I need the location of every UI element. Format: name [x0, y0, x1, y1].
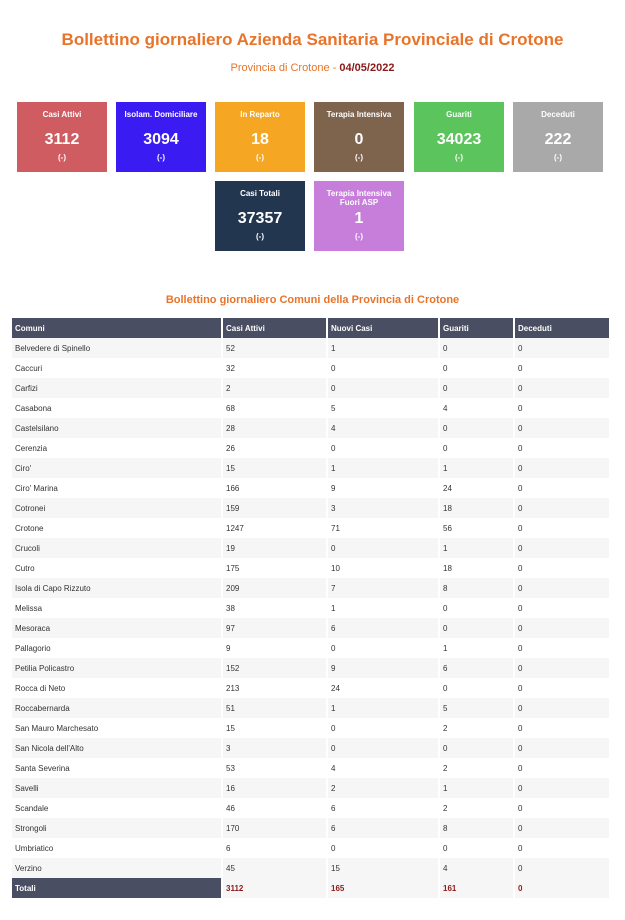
table-row	[12, 758, 610, 778]
cell-guariti: 0	[439, 438, 514, 458]
cell-casi-attivi: 68	[222, 398, 327, 418]
cell-nuovi-casi: 0	[327, 378, 439, 398]
card-label: Casi Attivi	[42, 110, 82, 119]
cell-guariti: 18	[439, 498, 514, 518]
card-value: 1	[354, 210, 364, 227]
cell-guariti: 1	[439, 538, 514, 558]
cell-guariti: 0	[439, 358, 514, 378]
cell-deceduti: 0	[514, 338, 610, 358]
cell-guariti: 4	[439, 398, 514, 418]
cell-nuovi-casi: 10	[327, 558, 439, 578]
cell-deceduti: 0	[514, 778, 610, 798]
cell-casi-attivi: 26	[222, 438, 327, 458]
totals-guariti: 161	[439, 878, 514, 898]
totals-nuovi-casi: 165	[327, 878, 439, 898]
table-row	[12, 778, 610, 798]
cell-casi-attivi: 159	[222, 498, 327, 518]
cell-deceduti: 0	[514, 758, 610, 778]
card-delta: (-)	[58, 153, 66, 162]
table-row	[12, 838, 610, 858]
card-delta: (-)	[355, 232, 363, 241]
card-delta: (-)	[455, 153, 463, 162]
table-row	[12, 798, 610, 818]
table-row	[12, 438, 610, 458]
cell-comune: Casabona	[12, 398, 222, 418]
table-row	[12, 378, 610, 398]
cell-casi-attivi: 15	[222, 458, 327, 478]
table-row	[12, 618, 610, 638]
cell-deceduti: 0	[514, 578, 610, 598]
cell-nuovi-casi: 1	[327, 698, 439, 718]
cell-nuovi-casi: 3	[327, 498, 439, 518]
cell-nuovi-casi: 5	[327, 398, 439, 418]
cell-comune: Santa Severina	[12, 758, 222, 778]
table-row	[12, 498, 610, 518]
cell-guariti: 4	[439, 858, 514, 878]
cell-casi-attivi: 213	[222, 678, 327, 698]
totals-label: Totali	[12, 878, 222, 898]
table-row	[12, 398, 610, 418]
table-row	[12, 578, 610, 598]
cell-deceduti: 0	[514, 438, 610, 458]
cell-deceduti: 0	[514, 678, 610, 698]
cell-deceduti: 0	[514, 638, 610, 658]
cell-casi-attivi: 28	[222, 418, 327, 438]
table-row	[12, 698, 610, 718]
table-row	[12, 658, 610, 678]
card-value: 18	[251, 131, 269, 148]
cell-nuovi-casi: 6	[327, 818, 439, 838]
cell-guariti: 8	[439, 818, 514, 838]
table-row	[12, 598, 610, 618]
cell-guariti: 0	[439, 738, 514, 758]
card-label: Casi Totali	[240, 189, 280, 198]
cell-nuovi-casi: 4	[327, 758, 439, 778]
cell-comune: Petilia Policastro	[12, 658, 222, 678]
cell-comune: Castelsilano	[12, 418, 222, 438]
cell-comune: Crotone	[12, 518, 222, 538]
cell-guariti: 2	[439, 758, 514, 778]
cell-comune: Melissa	[12, 598, 222, 618]
column-header-comuni: Comuni	[12, 318, 222, 338]
cell-nuovi-casi: 0	[327, 358, 439, 378]
cell-casi-attivi: 1247	[222, 518, 327, 538]
card-label: Terapia Intensiva Fuori ASP	[326, 189, 392, 207]
cell-comune: Roccabernarda	[12, 698, 222, 718]
column-header-guariti: Guariti	[439, 318, 514, 338]
cell-comune: Umbriatico	[12, 838, 222, 858]
card-delta: (-)	[256, 232, 264, 241]
card-label: Guariti	[446, 110, 472, 119]
column-header-nuovi-casi: Nuovi Casi	[327, 318, 439, 338]
table-row	[12, 338, 610, 358]
cell-comune: Crucoli	[12, 538, 222, 558]
cell-deceduti: 0	[514, 738, 610, 758]
cell-comune: Cutro	[12, 558, 222, 578]
card-delta: (-)	[355, 153, 363, 162]
cell-guariti: 0	[439, 598, 514, 618]
cell-casi-attivi: 6	[222, 838, 327, 858]
card-delta: (-)	[157, 153, 165, 162]
cell-casi-attivi: 51	[222, 698, 327, 718]
cell-nuovi-casi: 9	[327, 478, 439, 498]
card-isolam-domiciliare	[116, 102, 206, 172]
cell-deceduti: 0	[514, 598, 610, 618]
cell-nuovi-casi: 6	[327, 618, 439, 638]
cell-nuovi-casi: 71	[327, 518, 439, 538]
table-row	[12, 358, 610, 378]
cell-comune: Caccuri	[12, 358, 222, 378]
cell-deceduti: 0	[514, 798, 610, 818]
cell-casi-attivi: 53	[222, 758, 327, 778]
table-row	[12, 478, 610, 498]
card-value: 0	[354, 131, 364, 148]
cell-casi-attivi: 9	[222, 638, 327, 658]
cell-comune: Mesoraca	[12, 618, 222, 638]
cell-guariti: 0	[439, 378, 514, 398]
table-row	[12, 718, 610, 738]
column-header-casi-attivi: Casi Attivi	[222, 318, 327, 338]
cell-casi-attivi: 38	[222, 598, 327, 618]
cell-casi-attivi: 15	[222, 718, 327, 738]
card-label: Isolam. Domiciliare	[124, 110, 198, 119]
card-label: Deceduti	[541, 110, 575, 119]
cell-nuovi-casi: 6	[327, 798, 439, 818]
page-title: Bollettino giornaliero Azienda Sanitaria Provinciale di Crotone	[61, 30, 564, 49]
cell-deceduti: 0	[514, 858, 610, 878]
card-label: In Reparto	[240, 110, 280, 119]
card-casi-attivi	[17, 102, 107, 172]
totals-deceduti: 0	[514, 878, 610, 898]
cell-deceduti: 0	[514, 458, 610, 478]
column-header-deceduti: Deceduti	[514, 318, 610, 338]
cell-guariti: 24	[439, 478, 514, 498]
cell-deceduti: 0	[514, 478, 610, 498]
table-row	[12, 738, 610, 758]
cell-comune: Savelli	[12, 778, 222, 798]
cell-guariti: 0	[439, 338, 514, 358]
cell-casi-attivi: 2	[222, 378, 327, 398]
cell-comune: Cotronei	[12, 498, 222, 518]
subtitle-separator: -	[329, 62, 340, 74]
cell-guariti: 8	[439, 578, 514, 598]
comuni-table	[12, 318, 611, 898]
cell-deceduti: 0	[514, 658, 610, 678]
cell-guariti: 1	[439, 458, 514, 478]
cell-comune: Isola di Capo Rizzuto	[12, 578, 222, 598]
cell-nuovi-casi: 1	[327, 338, 439, 358]
cell-comune: Pallagorio	[12, 638, 222, 658]
cell-nuovi-casi: 1	[327, 458, 439, 478]
cell-nuovi-casi: 0	[327, 738, 439, 758]
cell-nuovi-casi: 0	[327, 638, 439, 658]
cell-casi-attivi: 209	[222, 578, 327, 598]
cell-deceduti: 0	[514, 518, 610, 538]
cell-casi-attivi: 19	[222, 538, 327, 558]
card-delta: (-)	[554, 153, 562, 162]
card-delta: (-)	[256, 153, 264, 162]
cell-casi-attivi: 46	[222, 798, 327, 818]
card-terapia-intensiva-fuori-asp	[314, 181, 404, 251]
cell-deceduti: 0	[514, 558, 610, 578]
card-value: 3112	[44, 131, 80, 148]
page-subtitle	[0, 62, 625, 74]
cell-guariti: 0	[439, 838, 514, 858]
cell-comune: Ciro' Marina	[12, 478, 222, 498]
cell-casi-attivi: 32	[222, 358, 327, 378]
cell-deceduti: 0	[514, 378, 610, 398]
cell-nuovi-casi: 24	[327, 678, 439, 698]
cell-deceduti: 0	[514, 398, 610, 418]
cell-comune: Belvedere di Spinello	[12, 338, 222, 358]
cell-nuovi-casi: 15	[327, 858, 439, 878]
cell-guariti: 0	[439, 418, 514, 438]
cell-comune: Cerenzia	[12, 438, 222, 458]
cell-casi-attivi: 3	[222, 738, 327, 758]
cell-nuovi-casi: 0	[327, 438, 439, 458]
totals-casi-attivi: 3112	[222, 878, 327, 898]
cell-comune: San Nicola dell'Alto	[12, 738, 222, 758]
card-value: 222	[544, 131, 572, 148]
cell-casi-attivi: 45	[222, 858, 327, 878]
table-row	[12, 858, 610, 878]
cell-casi-attivi: 166	[222, 478, 327, 498]
table-row	[12, 538, 610, 558]
cell-deceduti: 0	[514, 538, 610, 558]
cell-guariti: 56	[439, 518, 514, 538]
table-row	[12, 638, 610, 658]
cell-deceduti: 0	[514, 838, 610, 858]
table-row	[12, 678, 610, 698]
table-row	[12, 418, 610, 438]
card-value: 3094	[143, 131, 179, 148]
cell-deceduti: 0	[514, 818, 610, 838]
card-in-reparto	[215, 102, 305, 172]
cell-guariti: 0	[439, 618, 514, 638]
cell-guariti: 6	[439, 658, 514, 678]
table-row	[12, 558, 610, 578]
cell-guariti: 2	[439, 798, 514, 818]
cell-casi-attivi: 175	[222, 558, 327, 578]
table-row	[12, 818, 610, 838]
cell-deceduti: 0	[514, 718, 610, 738]
province-label: Provincia di Crotone	[230, 62, 330, 74]
card-guariti	[414, 102, 504, 172]
cell-guariti: 5	[439, 698, 514, 718]
cell-deceduti: 0	[514, 618, 610, 638]
cell-nuovi-casi: 1	[327, 598, 439, 618]
card-deceduti	[513, 102, 603, 172]
cell-casi-attivi: 16	[222, 778, 327, 798]
card-casi-totali	[215, 181, 305, 251]
cell-casi-attivi: 52	[222, 338, 327, 358]
cell-comune: Ciro'	[12, 458, 222, 478]
cell-guariti: 18	[439, 558, 514, 578]
cell-nuovi-casi: 2	[327, 778, 439, 798]
table-body	[12, 338, 610, 878]
cell-casi-attivi: 97	[222, 618, 327, 638]
card-label: Terapia Intensiva	[326, 110, 392, 119]
cell-deceduti: 0	[514, 358, 610, 378]
cell-comune: Carfizi	[12, 378, 222, 398]
cell-guariti: 2	[439, 718, 514, 738]
cell-deceduti: 0	[514, 498, 610, 518]
cell-nuovi-casi: 0	[327, 718, 439, 738]
cell-comune: Strongoli	[12, 818, 222, 838]
cell-deceduti: 0	[514, 698, 610, 718]
cell-guariti: 1	[439, 638, 514, 658]
cell-nuovi-casi: 7	[327, 578, 439, 598]
cell-nuovi-casi: 4	[327, 418, 439, 438]
cell-comune: San Mauro Marchesato	[12, 718, 222, 738]
cell-nuovi-casi: 0	[327, 538, 439, 558]
totals-row	[12, 878, 610, 898]
table-row	[12, 458, 610, 478]
cell-comune: Scandale	[12, 798, 222, 818]
cell-nuovi-casi: 0	[327, 838, 439, 858]
card-value: 37357	[237, 210, 283, 227]
card-terapia-intensiva	[314, 102, 404, 172]
cell-casi-attivi: 152	[222, 658, 327, 678]
section-title: Bollettino giornaliero Comuni della Provincia di Crotone	[165, 294, 460, 306]
cell-nuovi-casi: 9	[327, 658, 439, 678]
table-header-row	[12, 318, 610, 338]
table-row	[12, 518, 610, 538]
cell-comune: Rocca di Neto	[12, 678, 222, 698]
card-value: 34023	[436, 131, 482, 148]
cell-casi-attivi: 170	[222, 818, 327, 838]
cell-guariti: 0	[439, 678, 514, 698]
bulletin-date: 04/05/2022	[339, 62, 395, 74]
cell-guariti: 1	[439, 778, 514, 798]
cell-comune: Verzino	[12, 858, 222, 878]
cell-deceduti: 0	[514, 418, 610, 438]
